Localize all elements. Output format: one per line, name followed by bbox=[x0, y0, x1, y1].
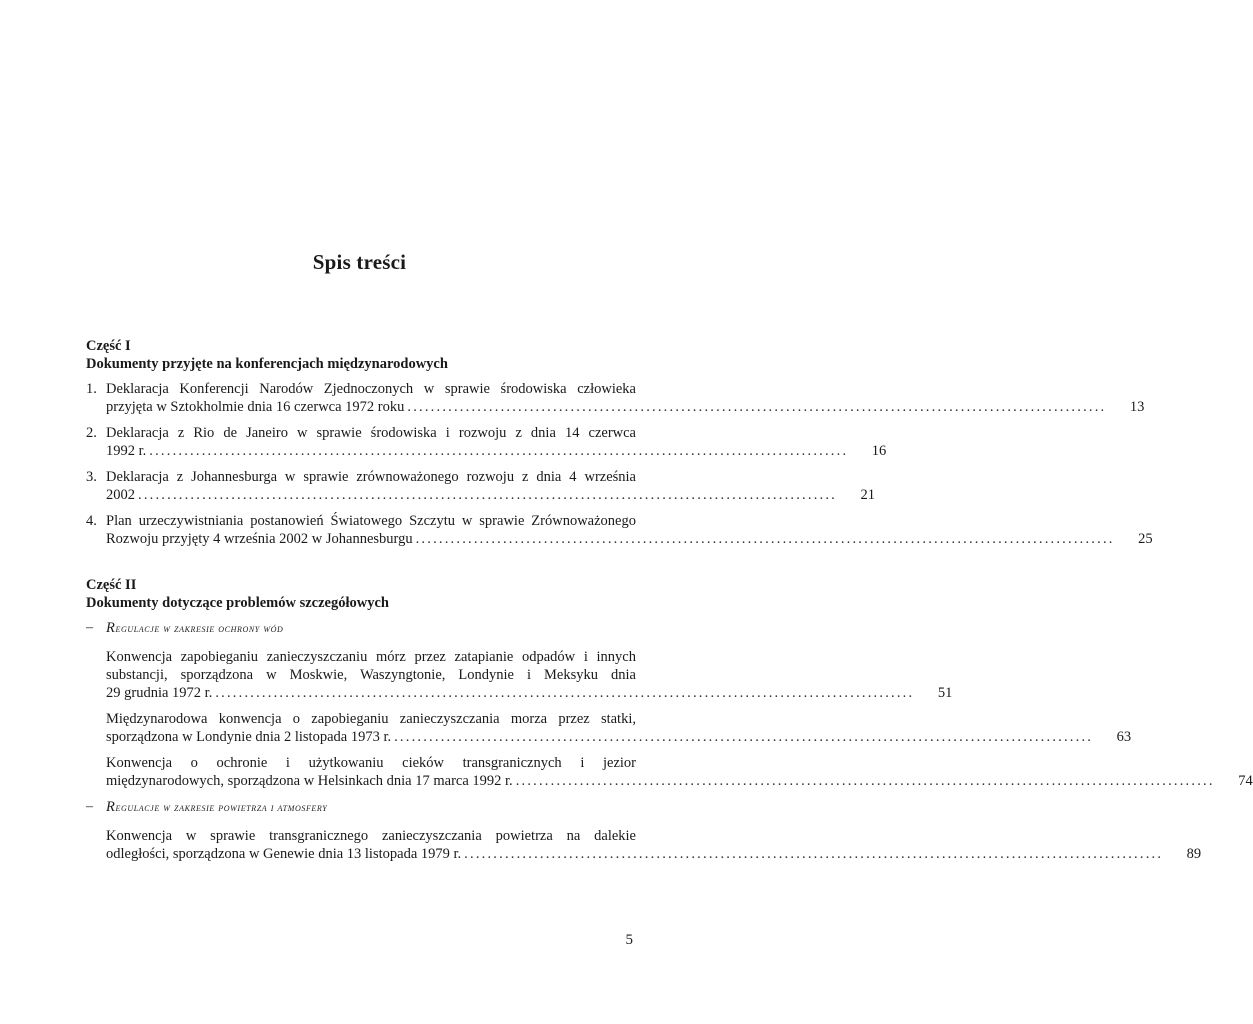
entry-text: Deklaracja Konferencji Narodów Zjednoczonych w sprawie środowiska człowieka bbox=[106, 381, 636, 397]
entry-page-number: 51 bbox=[937, 685, 953, 701]
entry-text: przyjęta w Sztokholmie dnia 16 czerwca 1972 roku bbox=[106, 399, 405, 415]
section-heading bbox=[86, 619, 636, 638]
toc-entry[interactable] bbox=[86, 827, 1202, 863]
entry-number: 3. bbox=[86, 469, 97, 485]
entry-text: sporządzona w Londynie dnia 2 listopada 1973 r. bbox=[106, 729, 392, 745]
leader-dots: ........................................................................................................................ bbox=[215, 685, 915, 701]
toc-entry[interactable] bbox=[86, 468, 875, 504]
entry-page-number: 63 bbox=[1116, 729, 1132, 745]
entry-page-number: 25 bbox=[1138, 531, 1153, 547]
part-2 bbox=[86, 576, 1253, 863]
toc-entry[interactable] bbox=[86, 424, 887, 460]
entry-number: 2. bbox=[86, 425, 97, 441]
section-initial: R bbox=[106, 799, 116, 815]
toc-entry[interactable] bbox=[86, 648, 953, 702]
entry-number: 1. bbox=[86, 381, 97, 397]
part-label: Część II bbox=[86, 577, 137, 593]
leader-dots: ........................................................................................................................ bbox=[464, 846, 1164, 862]
entry-text: Konwencja w sprawie transgranicznego zanieczyszczania powietrza na dalekie bbox=[106, 828, 636, 844]
entry-text: 1992 r. bbox=[106, 443, 147, 459]
entry-text: 2002 bbox=[106, 487, 135, 503]
entry-text: Deklaracja z Rio de Janeiro w sprawie środowiska i rozwoju z dnia 14 czerwca bbox=[106, 425, 636, 441]
section-initial: R bbox=[106, 620, 116, 636]
leader-dots: ........................................................................................................................ bbox=[415, 531, 1115, 547]
part-title: Dokumenty przyjęte na konferencjach międzynarodowych bbox=[86, 356, 448, 372]
entry-text: Rozwoju przyjęty 4 września 2002 w Johannesburgu bbox=[106, 531, 413, 547]
entry-page-number: 74 bbox=[1238, 773, 1253, 789]
part-title: Dokumenty dotyczące problemów szczegółowych bbox=[86, 595, 389, 611]
table-of-contents bbox=[86, 337, 1253, 871]
toc-entry[interactable] bbox=[86, 380, 1145, 416]
entry-text: Deklaracja z Johannesburga w sprawie zrównoważonego rozwoju z dnia 4 września bbox=[106, 469, 636, 485]
toc-entry[interactable] bbox=[86, 710, 1132, 746]
leader-dots: ........................................................................................................................ bbox=[407, 399, 1107, 415]
entry-page-number: 21 bbox=[860, 487, 875, 503]
entry-text: Międzynarodowa konwencja o zapobieganiu zanieczyszczania morza przez statki, bbox=[106, 711, 636, 727]
entry-text: międzynarodowych, sporządzona w Helsinkach dnia 17 marca 1992 r. bbox=[106, 773, 513, 789]
entry-number: 4. bbox=[86, 513, 97, 529]
page-number: 5 bbox=[625, 932, 633, 948]
entry-text: Konwencja zapobieganiu zanieczyszczaniu mórz przez zatapianie odpadów i innych bbox=[106, 649, 636, 665]
leader-dots: ........................................................................................................................ bbox=[394, 729, 1094, 745]
section-dash: – bbox=[86, 620, 94, 635]
leader-dots: ........................................................................................................................ bbox=[138, 487, 837, 503]
page-title: Spis treści bbox=[312, 250, 407, 274]
leader-dots: ........................................................................................................................ bbox=[149, 443, 849, 459]
toc-entry[interactable] bbox=[86, 512, 1153, 548]
part-1 bbox=[86, 337, 1153, 548]
section-heading bbox=[86, 798, 636, 817]
entry-text: 29 grudnia 1972 r. bbox=[106, 685, 213, 701]
toc-entry[interactable] bbox=[86, 754, 1253, 790]
section-dash: – bbox=[86, 799, 94, 814]
entry-page-number: 89 bbox=[1186, 846, 1202, 862]
entry-page-number: 16 bbox=[871, 443, 887, 459]
section-title: egulacje w zakresie ochrony wód bbox=[115, 623, 284, 635]
entry-text: substancji, sporządzona w Moskwie, Waszyngtonie, Londynie i Meksyku dnia bbox=[106, 667, 636, 683]
section-title: egulacje w zakresie powietrza i atmosfery bbox=[115, 802, 328, 814]
entry-text: Plan urzeczywistniania postanowień Światowego Szczytu w sprawie Zrównoważonego bbox=[106, 513, 636, 529]
part-label: Część I bbox=[86, 338, 131, 354]
entry-text: odległości, sporządzona w Genewie dnia 13 listopada 1979 r. bbox=[106, 846, 462, 862]
entry-text: Konwencja o ochronie i użytkowaniu cieków transgranicznych i jezior bbox=[106, 755, 636, 771]
entry-page-number: 13 bbox=[1129, 399, 1145, 415]
leader-dots: ........................................................................................................................ bbox=[515, 773, 1215, 789]
